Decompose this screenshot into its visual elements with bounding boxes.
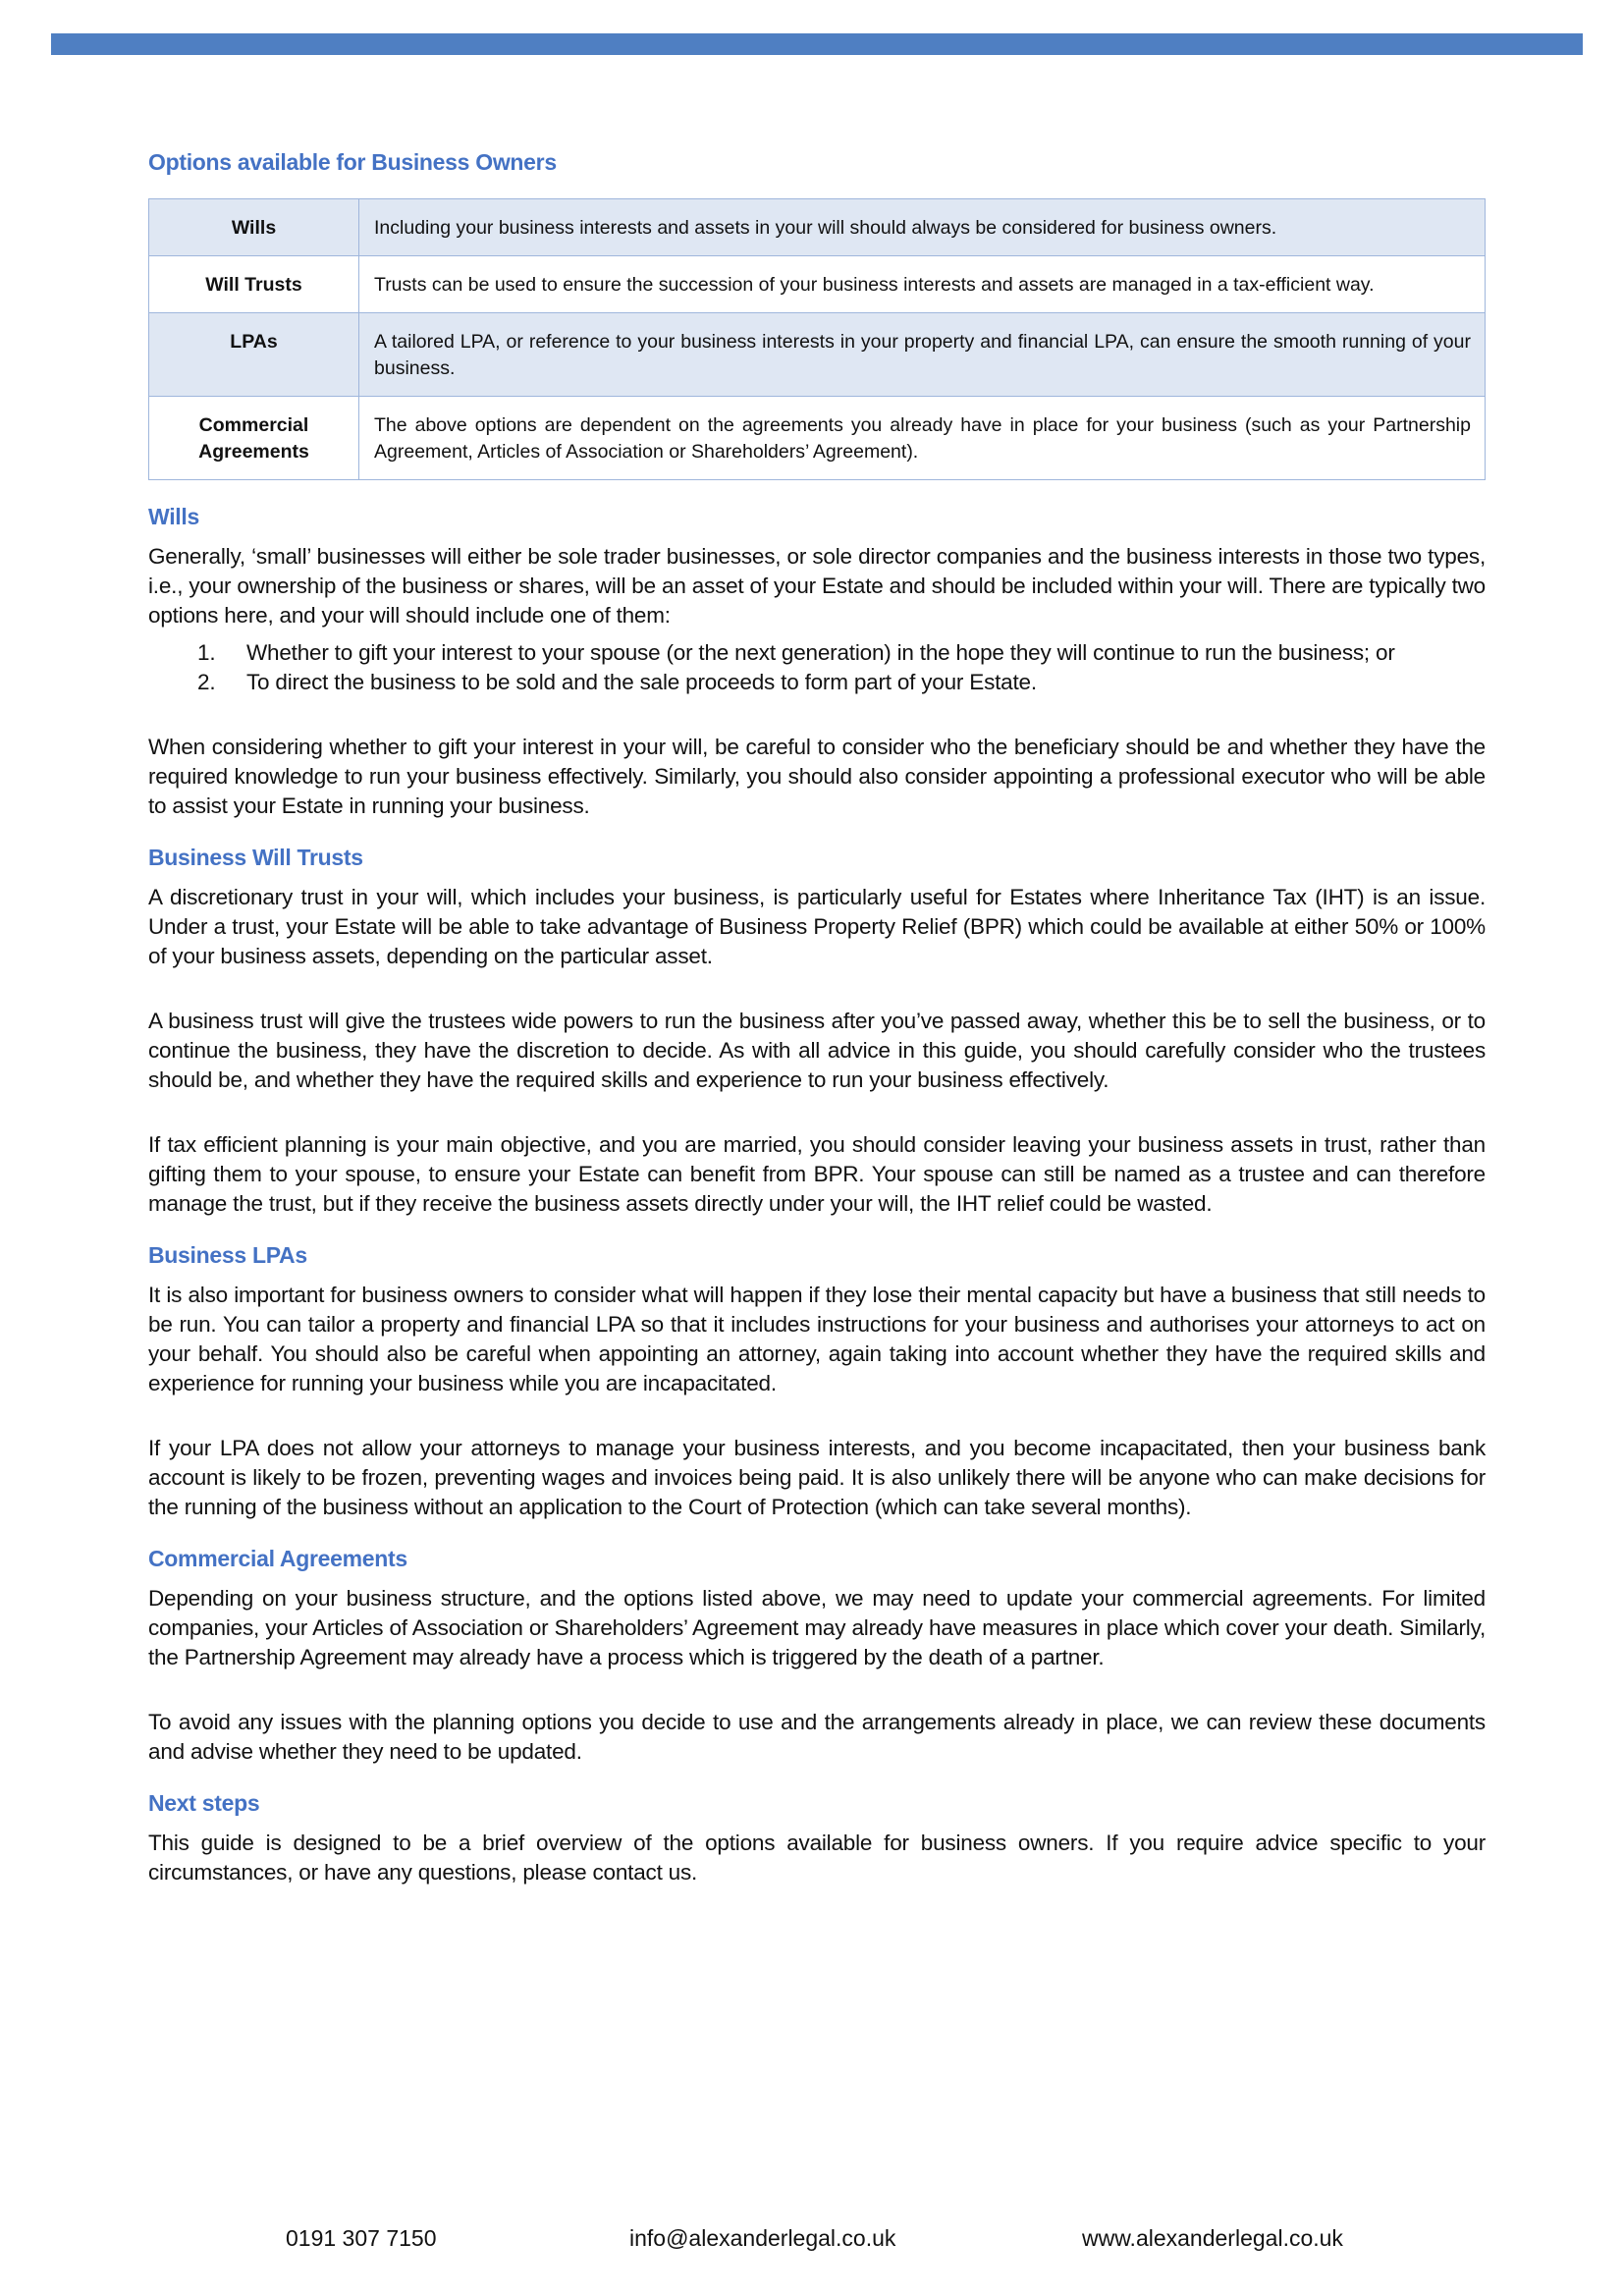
wills-options-list — [148, 638, 1486, 697]
option-description: The above options are dependent on the agreements you already have in place for your business (such as your Partnership Agreement, Articles of Association or Shareholders’ Agreement). — [359, 397, 1486, 480]
commercial-heading: Commercial Agreements — [148, 1546, 407, 1571]
table-row — [149, 199, 1486, 256]
list-number: 2. — [197, 670, 216, 694]
will-trusts-paragraph-2: A business trust will give the trustees wide powers to run the business after you’ve passed away, whether this be to sell the business, or to continue the business, they have the discretion to decide. As with all advice in this guide, you should carefully consider who the trustees should be, and whether they have the required skills and experience to run your business effectively. — [148, 1009, 1486, 1092]
list-number: 1. — [197, 640, 216, 665]
options-table — [148, 198, 1486, 480]
option-label: Commercial Agreements — [149, 397, 359, 480]
option-description: Trusts can be used to ensure the succession of your business interests and assets are managed in a tax-efficient way. — [359, 256, 1486, 313]
next-steps-paragraph: This guide is designed to be a brief overview of the options available for business owners. If you require advice specific to your circumstances, or have any questions, please contact us. — [148, 1831, 1486, 1885]
document-body — [148, 149, 1486, 1887]
list-item-text: Whether to gift your interest to your spouse (or the next generation) in the hope they will continue to run the business; or — [246, 640, 1395, 665]
footer-website-link[interactable]: www.alexanderlegal.co.uk — [1082, 2225, 1343, 2251]
lpas-paragraph-2: If your LPA does not allow your attorneys to manage your business interests, and you become incapacitated, then your business bank account is likely to be frozen, preventing wages and invoices being paid. It is also unlikely there will be anyone who can make decisions for the running of the business without an application to the Court of Protection (which can take several months). — [148, 1436, 1486, 1519]
table-row — [149, 256, 1486, 313]
footer-email-link[interactable]: info@alexanderlegal.co.uk — [629, 2225, 896, 2251]
commercial-paragraph-1: Depending on your business structure, and the options listed above, we may need to update your commercial agreements. For limited companies, your Articles of Association or Shareholders’ Agreement may already have measures in place which cover your death. Similarly, the Partnership Agreement may already have a process which is triggered by the death of a partner. — [148, 1586, 1486, 1669]
will-trusts-paragraph-1: A discretionary trust in your will, which includes your business, is particularly useful for Estates where Inheritance Tax (IHT) is an issue. Under a trust, your Estate will be able to take advantage of Business Property Relief (BPR) which could be available at either 50% or 100% of your business assets, depending on the particular asset. — [148, 885, 1486, 968]
will-trusts-paragraph-3: If tax efficient planning is your main objective, and you are married, you should consider leaving your business assets in trust, rather than gifting them to your spouse, to ensure your Estate can benefit from BPR. Your spouse can still be named as a trustee and can therefore manage the trust, but if they receive the business assets directly under your will, the IHT relief could be wasted. — [148, 1132, 1486, 1216]
wills-paragraph-2: When considering whether to gift your interest in your will, be careful to consider who the beneficiary should be and whether they have the required knowledge to run your business effectively. Similarly, you should also consider appointing a professional executor who will be able to assist your Estate in running your business. — [148, 735, 1486, 818]
commercial-paragraph-2: To avoid any issues with the planning options you decide to use and the arrangements already in place, we can review these documents and advise whether they need to be updated. — [148, 1710, 1486, 1764]
lpas-paragraph-1: It is also important for business owners to consider what will happen if they lose their mental capacity but have a business that still needs to be run. You can tailor a property and financial LPA so that it includes instructions for your business and authorises your attorneys to act on your behalf. You should also be careful when appointing an attorney, again taking into account whether they have the required skills and experience for running your business while you are incapacitated. — [148, 1283, 1486, 1395]
list-item — [148, 668, 1486, 697]
option-label: Will Trusts — [149, 256, 359, 313]
option-label: Wills — [149, 199, 359, 256]
table-row — [149, 397, 1486, 480]
wills-heading: Wills — [148, 504, 199, 529]
footer-phone[interactable]: 0191 307 7150 — [286, 2225, 437, 2251]
header-bar — [51, 33, 1583, 55]
option-description: Including your business interests and assets in your will should always be considered for business owners. — [359, 199, 1486, 256]
next-steps-heading: Next steps — [148, 1790, 260, 1816]
list-item-text: To direct the business to be sold and the sale proceeds to form part of your Estate. — [246, 670, 1037, 694]
list-item — [148, 638, 1486, 668]
will-trusts-heading: Business Will Trusts — [148, 845, 363, 870]
wills-paragraph-1: Generally, ‘small’ businesses will either be sole trader businesses, or sole director companies and the business interests in those two types, i.e., your ownership of the business or shares, will be an asset of your Estate and should be included within your will. There are typically two options here, and your will should include one of them: — [148, 544, 1486, 628]
lpas-heading: Business LPAs — [148, 1242, 307, 1268]
option-label: LPAs — [149, 313, 359, 397]
option-description: A tailored LPA, or reference to your business interests in your property and financial LPA, can ensure the smooth running of your business. — [359, 313, 1486, 397]
options-heading: Options available for Business Owners — [148, 149, 557, 175]
table-row — [149, 313, 1486, 397]
